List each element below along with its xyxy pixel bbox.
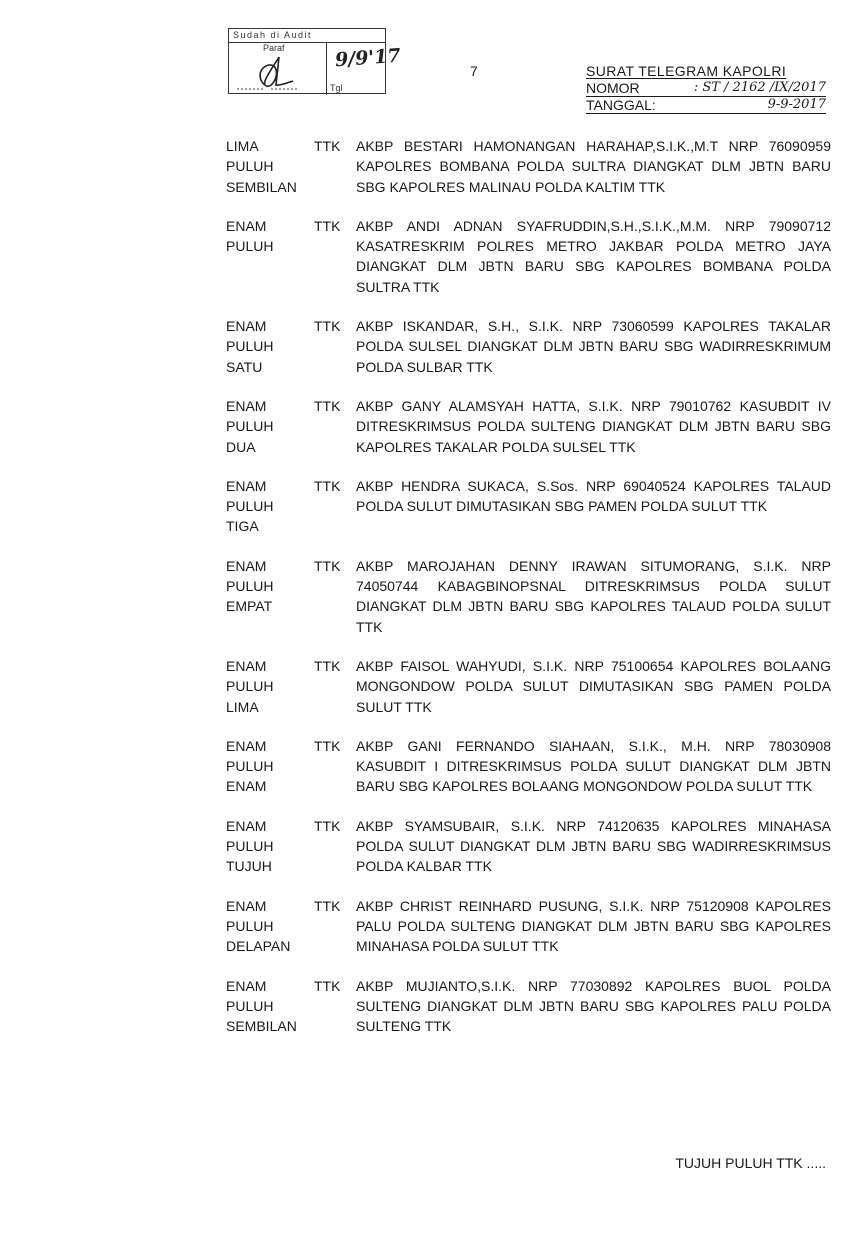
list-item bbox=[226, 316, 831, 377]
entry-text: AKBP HENDRA SUKACA, S.Sos. NRP 69040524 KAPOLRES TALAUD POLDA SULUT DIMUTASIKAN SBG PAMEN POLDA SULUT TTK bbox=[356, 477, 831, 515]
continuation-footer: TUJUH PULUH TTK ..... bbox=[675, 1155, 826, 1171]
entry-ttk: TTK bbox=[314, 657, 341, 674]
entry-number: ENAM PULUH ENAM bbox=[226, 737, 274, 795]
entry-number: ENAM PULUH DUA bbox=[226, 397, 274, 455]
stamp-title: Sudah di Audit bbox=[229, 29, 385, 43]
entry-text: AKBP ANDI ADNAN SYAFRUDDIN,S.H.,S.I.K.,M.M. NRP 79090712 KASATRESKRIM POLRES METRO JAKBAR POLDA METRO JAYA DIANGKAT DLM JBTN BARU SBG KAPOLRES BOMBANA POLDA SULTRA TTK bbox=[356, 217, 831, 295]
entry-number: ENAM PULUH DELAPAN bbox=[226, 897, 291, 955]
list-item bbox=[226, 556, 831, 637]
list-item bbox=[226, 476, 831, 537]
entry-ttk: TTK bbox=[314, 397, 341, 414]
list-item bbox=[226, 976, 831, 1037]
entry-text: AKBP FAISOL WAHYUDI, S.I.K. NRP 75100654 KAPOLRES BOLAANG MONGONDOW POLDA SULUT DIMUTASIKAN SBG PAMEN POLDA SULUT TTK bbox=[356, 657, 831, 715]
entry-number: ENAM PULUH TIGA bbox=[226, 477, 274, 535]
header-tanggal-row bbox=[586, 97, 826, 114]
entry-text: AKBP GANY ALAMSYAH HATTA, S.I.K. NRP 79010762 KASUBDIT IV DITRESKRIMSUS POLDA SULTENG DIANGKAT DLM JBTN BARU SBG KAPOLRES TAKALAR POLDA SULSEL TTK bbox=[356, 397, 831, 455]
entry-ttk: TTK bbox=[314, 977, 341, 994]
stamp-paraf-label: Paraf bbox=[263, 43, 285, 53]
stamp-date: 9/9'17 bbox=[334, 44, 402, 72]
entry-ttk: TTK bbox=[314, 477, 341, 494]
entry-ttk: TTK bbox=[314, 817, 341, 834]
stamp-paraf-cell bbox=[229, 43, 327, 95]
entry-ttk: TTK bbox=[314, 897, 341, 914]
list-item bbox=[226, 656, 831, 717]
header-nomor-row bbox=[586, 80, 826, 97]
entry-text: AKBP BESTARI HAMONANGAN HARAHAP,S.I.K.,M.T NRP 76090959 KAPOLRES BOMBANA POLDA SULTRA DIANGKAT DLM JBTN BARU SBG KAPOLRES MALINAU POLDA KALTIM TTK bbox=[356, 138, 831, 195]
stamp-date-cell bbox=[327, 43, 402, 95]
list-item bbox=[226, 736, 831, 797]
header-title: SURAT TELEGRAM KAPOLRI bbox=[586, 63, 787, 79]
audit-stamp bbox=[228, 28, 402, 94]
entry-number: ENAM PULUH LIMA bbox=[226, 657, 274, 715]
entry-text: AKBP MUJIANTO,S.I.K. NRP 77030892 KAPOLRES BUOL POLDA SULTENG DIANGKAT DLM JBTN BARU SBG KAPOLRES PALU POLDA SULTENG TTK bbox=[356, 977, 831, 1035]
entries-list bbox=[226, 136, 831, 1055]
entry-ttk: TTK bbox=[314, 138, 341, 154]
entry-text: AKBP GANI FERNANDO SIAHAAN, S.I.K., M.H. NRP 78030908 KASUBDIT I DITRESKRIMSUS POLDA SULUT DIANGKAT DLM JBTN BARU SBG KAPOLRES BOLAANG MONGONDOW POLDA SULUT TTK bbox=[356, 737, 831, 795]
entry-number: LIMA PULUH SEMBILAN bbox=[226, 138, 297, 195]
page-number: 7 bbox=[470, 63, 478, 79]
entry-number: ENAM PULUH bbox=[226, 217, 274, 255]
entry-number: ENAM PULUH TUJUH bbox=[226, 817, 274, 875]
tanggal-value: 9-9-2017 bbox=[767, 97, 826, 112]
signature-icon bbox=[235, 55, 320, 93]
entry-number: ENAM PULUH SATU bbox=[226, 318, 274, 375]
list-item bbox=[226, 396, 831, 457]
stamp-tgl-label: Tgl bbox=[330, 83, 343, 93]
nomor-label: NOMOR bbox=[586, 80, 640, 96]
list-item bbox=[226, 216, 831, 297]
telegram-header bbox=[586, 63, 826, 114]
entry-number: ENAM PULUH EMPAT bbox=[226, 557, 274, 615]
entry-text: AKBP ISKANDAR, S.H., S.I.K. NRP 73060599 KAPOLRES TAKALAR POLDA SULSEL DIANGKAT DLM JBTN BARU SBG WADIRRESKRIMUM POLDA SULBAR TTK bbox=[356, 318, 831, 375]
entry-text: AKBP SYAMSUBAIR, S.I.K. NRP 74120635 KAPOLRES MINAHASA POLDA SULUT DIANGKAT DLM JBTN BARU SBG WADIRRESKRIMSUS POLDA KALBAR TTK bbox=[356, 817, 831, 875]
entry-ttk: TTK bbox=[314, 217, 341, 234]
entry-ttk: TTK bbox=[314, 737, 341, 754]
entry-text: AKBP MAROJAHAN DENNY IRAWAN SITUMORANG, S.I.K. NRP 74050744 KABAGBINOPSNAL DITRESKRIMSUS POLDA SULUT DIANGKAT DLM JBTN BARU SBG KAPOLRES TALAUD POLDA SULUT TTK bbox=[356, 557, 831, 635]
list-item bbox=[226, 136, 831, 197]
tanggal-label: TANGGAL: bbox=[586, 97, 656, 113]
entry-number: ENAM PULUH SEMBILAN bbox=[226, 977, 297, 1035]
entry-text: AKBP CHRIST REINHARD PUSUNG, S.I.K. NRP 75120908 KAPOLRES PALU POLDA SULTENG DIANGKAT DLM JBTN BARU SBG KAPOLRES MINAHASA POLDA SULUT TTK bbox=[356, 897, 831, 955]
entry-ttk: TTK bbox=[314, 557, 341, 574]
nomor-value: : ST / 2162 /IX/2017 bbox=[693, 80, 826, 95]
entry-ttk: TTK bbox=[314, 318, 341, 335]
list-item bbox=[226, 896, 831, 957]
list-item bbox=[226, 816, 831, 877]
